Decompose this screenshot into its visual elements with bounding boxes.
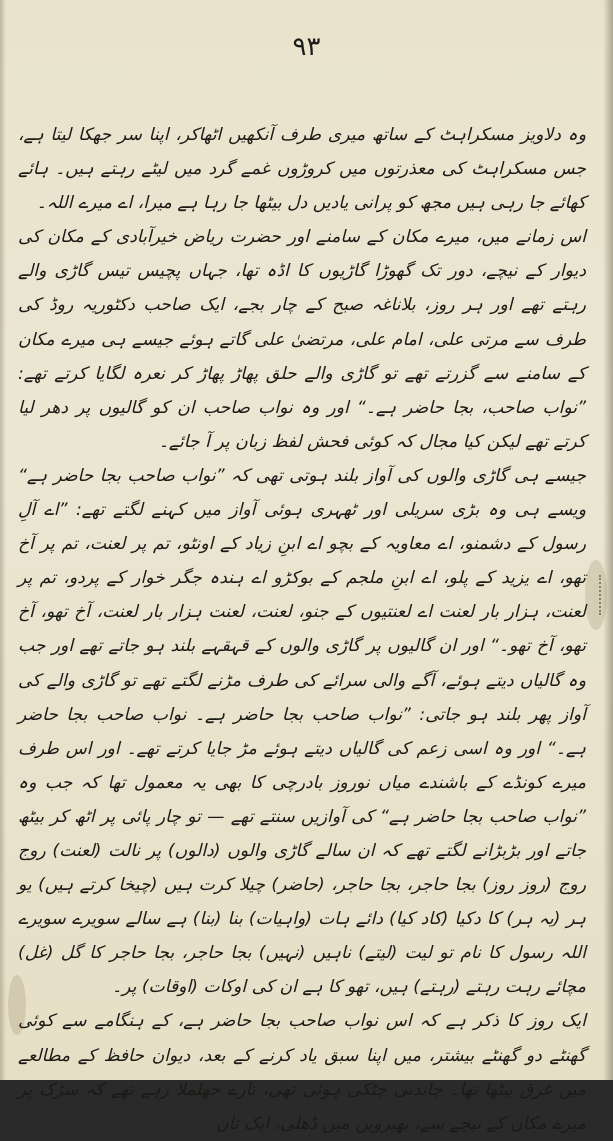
paragraph-4: ایک روز کا ذکر ہے کہ اس نواب صاحب بجا حاضر ہے، کے ہنگامے سے کوئی گھنٹے دو گھنٹے بیشتر، میں اپنا سبق یاد کرنے کے بعد، دیوان حافظ کے مطالعے میں غرق بیٹھا تھا۔ چاندنی چٹکی ہوئی تھی، تارے جھلملا رہے تھے کہ سڑک پر میرے مکان کے نیچے سے، بھیرویں میں ڈھلی، ایک تان xyxy=(18,1011,586,1134)
page-body-text xyxy=(18,118,586,1141)
paragraph-2: اس زمانے میں، میرے مکان کے سامنے اور حضرت ریاض خیرآبادی کے مکان کی دیوار کے نیچے، دور تک گھوڑا گاڑیوں کا اڈہ تھا، جہاں پچیس تیس گاڑی والے رہتے تھے اور ہر روز، بلاناغہ صبح کے چار بجے، ایک صاحب دکٹوریہ روڈ کی طرف سے مرتی علی، امام علی، مرتضیٰ علی گاتے ہوئے جیسے ہی میرے مکان کے سامنے سے گزرتے تھے تو گاڑی والے حلق پھاڑ پھاڑ کر نعرہ لگایا کرتے تھے: ”نواب صاحب، بجا حاضر ہے۔“ اور وہ نواب صاحب ان کو گالیوں پر دھر لیا کرتے تھے لیکن کیا مجال کہ کوئی فحش لفظ زبان پر آ جائے۔ xyxy=(18,227,586,452)
page-left-edge xyxy=(0,0,6,1080)
page-number: ۹۳ xyxy=(292,32,321,62)
paragraph-3: جیسے ہی گاڑی والوں کی آواز بلند ہوتی تھی کہ ”نواب صاحب بجا حاضر ہے“ ویسے ہی وہ بڑی سریلی اور ٹھہری ہوئی آواز میں کہنے لگتے تھے: ”اے آلِ رسول کے دشمنو، اے معاویہ کے بچو اے ابنِ زیاد کے اونٹو، تم پر لعنت، تم پر آخ تھو، اے یزید کے پلو، اے ابنِ ملجم کے بوکڑو اے ہندہ جگر خوار کے پردو، تم پر لعنت، ہزار بار لعنت اے لعنتیوں کے جنو، لعنت، لعنت ہزار بار لعنت، آخ تھو، آخ تھو، آخ تھو۔“ اور ان گالیوں پر گاڑی والوں کے قہقہے بلند ہو جاتے تھے اور جب وہ گالیاں دیتے ہوئے، آگے والی سرائے کی طرف مڑنے لگتے تھے تو گاڑی والے کی آواز پھر بلند ہو جاتی: ”نواب صاحب بجا حاضر ہے۔ نواب صاحب بجا حاضر ہے۔“ اور وہ اسی زعم کی گالیاں دیتے ہوئے مڑ جایا کرتے تھے۔ اور اس طرف میرے کونڈے کے باشندے میاں نوروز بادرچی کا بھی یہ معمول تھا کہ جب وہ ”نواب صاحب بجا حاضر ہے“ کی آوازیں سنتے تھے — تو چار پائی پر اٹھ کر بیٹھ جاتے اور بڑبڑانے لگتے تھے کہ ان سالے گاڑی والوں (دالوں) پر نالت (لعنت) روج روج (روز روز) بجا حاجر، بجا حاجر، (حاضر) چیلا کرت ہیں (چیخا کرتے ہیں) یو ہر (یہ ہر) کا دکیا (کاد کیا) دائے ہات (واہیات) بنا (بنا) ہے سالے سویرے سویرے اللہ رسول کا نام تو لیت (لیتے) ناہیں (نہیں) بجا حاجر، بجا حاجر کا گل (غل) مچائے رہت رہتے (رہتے) ہیں، تھو کا ہے ان کی اوکات (اوقات) پر۔ xyxy=(18,465,586,998)
paper-stain xyxy=(8,975,26,1035)
paragraph-1: وہ دلاویز مسکراہٹ کے ساتھ میری طرف آنکھیں اٹھاکر، اپنا سر جھکا لیتا ہے، جس مسکراہٹ کی معذرتوں میں کروڑوں غمے گرد میں لیٹے رہتے ہیں۔ ہائے کھائے جا رہی ہیں مجھ کو پرانی یادیں دل بیٹھا جا رہا ہے میرا، اے میرے اللہ۔ xyxy=(18,125,586,214)
paper-stain xyxy=(585,560,607,630)
page-edge-shadow xyxy=(603,0,613,1080)
